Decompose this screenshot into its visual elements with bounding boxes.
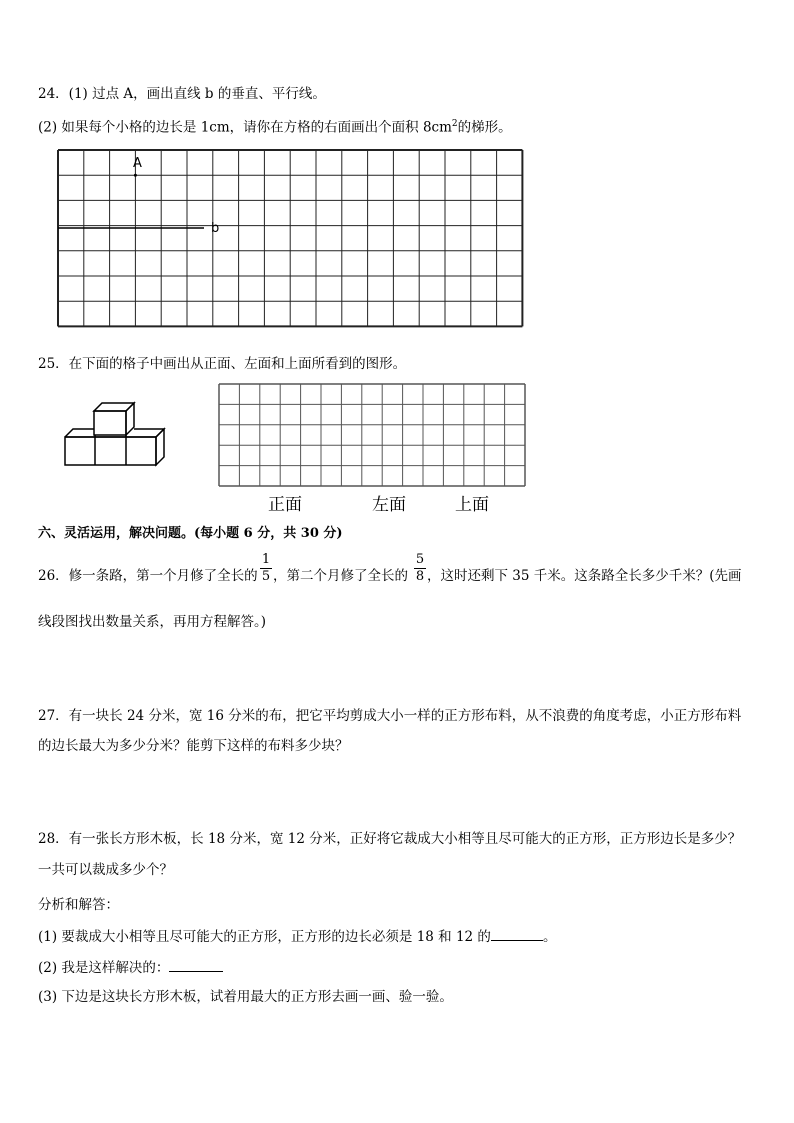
q28-part2 — [38, 957, 223, 978]
label-top-view: 上面 — [455, 495, 489, 515]
q26-part2: ，第二个月修了全长的 — [273, 568, 408, 584]
line-b-label: b — [211, 221, 220, 236]
q28-analysis-label: 分析和解答： — [38, 897, 119, 913]
fraction-numerator: 5 — [415, 552, 425, 567]
q24-superscript: 2 — [451, 119, 458, 129]
q24-part2-text: (2) 如果每个小格的边长是 1cm，请你在方格的右面画出个面积 8cm — [38, 119, 452, 136]
q24-part2-tail: 的梯形。 — [457, 119, 512, 136]
q26-part3: ，这时还剩下 35 千米。这条路全长多少千米？(先画 — [427, 568, 742, 584]
q25-prompt: 25．在下面的格子中画出从正面、左面和上面所看到的图形。 — [38, 356, 407, 372]
fraction-numerator: 1 — [261, 552, 271, 567]
q26-line2: 线段图找出数量关系，再用方程解答。) — [38, 614, 267, 630]
q24-part1: 24．(1) 过点 A，画出直线 b 的垂直、平行线。 — [38, 86, 326, 102]
q27-line2: 的边长最大为多少分米？能剪下这样的布料多少块？ — [38, 738, 349, 754]
fraction-one-fifth — [260, 553, 272, 584]
q28-line1: 28．有一张长方形木板，长 18 分米，宽 12 分米，正好将它裁成大小相等且尽可能大的正方形，正方形边长是多少？ — [38, 831, 742, 847]
q28-part1 — [38, 926, 556, 947]
q24-part2 — [38, 114, 512, 138]
answer-blank-1[interactable] — [491, 926, 543, 941]
q28-part2-text: (2) 我是这样解决的： — [38, 960, 170, 976]
fraction-five-eighths — [414, 553, 426, 584]
point-a-label: A — [133, 156, 142, 171]
q27-line1: 27．有一块长 24 分米，宽 16 分米的布，把它平均剪成大小一样的正方形布料，从不浪费的角度考虑，小正方形布料 — [38, 708, 742, 724]
q25-view-grid[interactable] — [219, 384, 525, 487]
q28-part3: (3) 下边是这块长方形木板，试着用最大的正方形去画一画、验一验。 — [38, 989, 453, 1005]
q24-grid[interactable] — [58, 150, 524, 330]
label-left-view: 左面 — [372, 495, 406, 515]
q28-line2: 一共可以裁成多少个？ — [38, 862, 173, 878]
section6-heading: 六、灵活运用，解决问题。(每小题 6 分，共 30 分) — [38, 526, 343, 541]
fraction-denominator: 8 — [415, 569, 425, 584]
label-front-view: 正面 — [268, 495, 302, 515]
fraction-denominator: 5 — [261, 569, 271, 584]
q26-part1: 26．修一条路，第一个月修了全长的 — [38, 568, 258, 584]
point-a — [134, 174, 137, 177]
q28-part1-tail: 。 — [542, 929, 557, 945]
answer-blank-2[interactable] — [169, 957, 223, 972]
q28-part1-text: (1) 要裁成大小相等且尽可能大的正方形，正方形的边长必须是 18 和 12 的 — [38, 929, 491, 945]
cube-figure — [60, 395, 170, 470]
